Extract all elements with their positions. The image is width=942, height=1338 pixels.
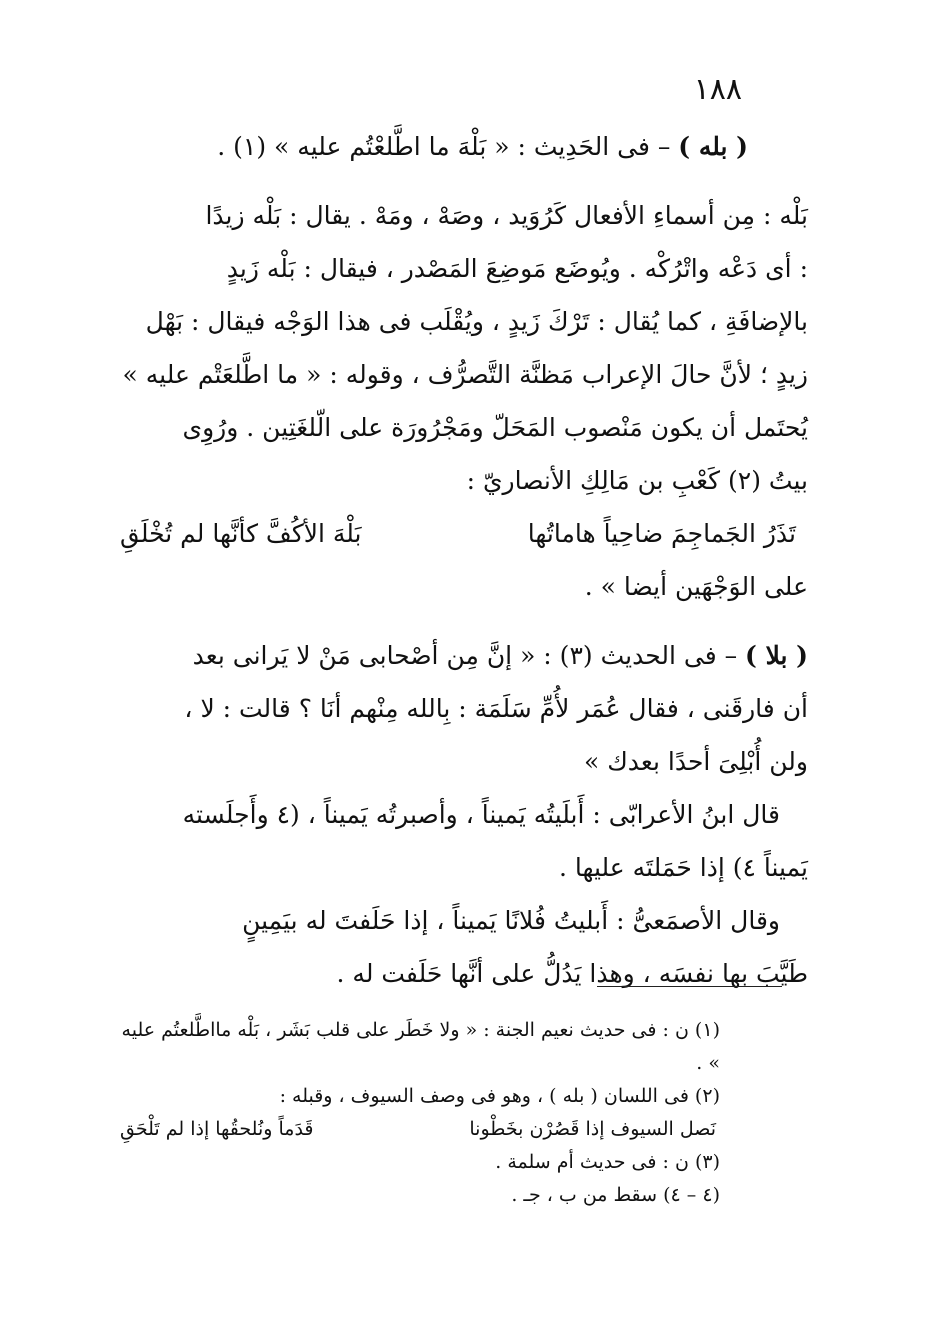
text-line: على الوَجْهَين أيضا » .	[584, 572, 808, 601]
entry-bluh-heading	[108, 120, 808, 173]
entry-bala-heading	[108, 629, 808, 682]
footnote-2: (٢) فى اللسان ( بله ) ، وهو فى وصف السيوف ، وقبله :	[279, 1085, 720, 1107]
headword-bluh: ( بله )	[678, 132, 748, 161]
text-line: يَميناً ٤) إذا حَمَلتَه عليها .	[558, 853, 808, 882]
headword-bala: ( بلا )	[745, 641, 808, 670]
verse	[108, 507, 808, 560]
text-line: بالإضافَةِ ، كما يُقال : تَرْكَ زَيدٍ ، ويُقْلَب فى هذا الوَجْه فيقال : بَهْل	[145, 307, 808, 336]
footnote-3: (٣) ن : فى حديث أم سلمة .	[495, 1151, 720, 1173]
text-line: زيدٍ ؛ لأنَّ حالَ الإعراب مَظنَّة التَّصرُّف ، وقوله : « ما اطَّلعَتْم عليه »	[122, 360, 808, 389]
heading-text: – فى الحَدِيث : « بَلْهَ ما اطَّلعْتُم عليه » (١) .	[217, 132, 679, 161]
footnote-verse-second: قَدَماً ونُلحقُها إذا لم تَلْحَقِ	[120, 1118, 314, 1140]
text-line: بيتُ (٢) كَعْبِ بن مَالِكِ الأنصاريّ :	[466, 466, 808, 495]
text-line: : أى دَعْه واتْرُكْه . ويُوضَع مَوضِعَ المَصْدر ، فيقال : بَلْه زَيدٍ	[226, 254, 808, 283]
text-line: أن فارقَنى ، فقال عُمَر لأُمِّ سَلَمَة : بِالله مِنْهم أنَا ؟ قالت : لا ،	[184, 694, 808, 723]
footnote-1: (١) ن : فى حديث نعيم الجنة : « ولا خَطَر على قلب بَشَر ، بَلْه مااطَّلعتُم عليه » .	[121, 1019, 720, 1074]
text-line: يُحتَمل أن يكون مَنْصوب المَحَلّ ومَجْرُورَة على الّلغَتِين . ورُوِى	[182, 413, 808, 442]
text-line: بَلْه : مِن أسماءِ الأفعال كَرُوَيد ، وصَهْ ، ومَهْ . يقال : بَلْه زيدًا	[205, 201, 808, 230]
main-text	[108, 120, 808, 1000]
page-number: ١٨٨	[693, 72, 742, 107]
footnotes	[120, 1014, 720, 1212]
footnote-4: (٤ – ٤) سقط من ب ، جـ .	[511, 1184, 720, 1206]
text-line: قال ابنُ الأعرابّى : أَبلَيتُه يَميناً ، وأصبرتُه يَميناً ، (٤ وأَجلَسته	[182, 800, 780, 829]
footnote-verse	[120, 1113, 720, 1146]
heading-text: – فى الحديث (٣) : « إنَّ مِن أصْحابى مَنْ لا يَرانى بعد	[192, 641, 746, 670]
footnote-divider	[597, 986, 782, 987]
text-line: وقال الأصمَعىُّ : أَبليتُ فُلانًا يَميناً ، إذا حَلَفتَ له بيَمِينٍ	[242, 906, 780, 935]
text-line: طَيَّبَ بها نفسَه ، وهذا يَدُلُّ على أنَّها حَلَفت له .	[336, 959, 808, 988]
text-line: ولن أُبْلِىَ أحدًا بعدك »	[583, 747, 808, 776]
verse-hemistich-second: بَلْهَ الأكُفَّ كأنَّها لم تُخْلَقِ	[120, 519, 362, 548]
verse-hemistich-first: تَذَرُ الجَماجِمَ ضاحِياً هاماتُها	[527, 519, 796, 548]
footnote-verse-first: نَصل السيوف إذا قَصُرْن بخَطْونا	[469, 1118, 716, 1140]
